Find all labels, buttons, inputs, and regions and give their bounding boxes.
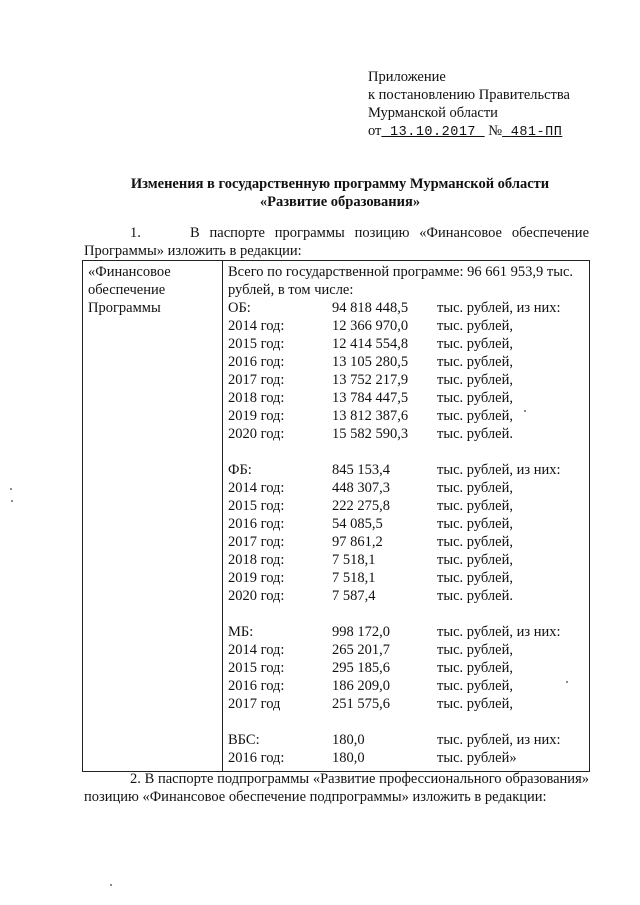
document-title xyxy=(80,175,600,211)
financing-line xyxy=(228,587,585,605)
amount-value: 7 518,1 xyxy=(332,552,376,568)
amount-value: 998 172,0 xyxy=(332,624,390,640)
date-prefix: от xyxy=(368,123,382,139)
scan-speck xyxy=(566,681,568,683)
financing-line xyxy=(228,533,585,551)
period-label: 2014 год: xyxy=(228,318,285,334)
financing-line xyxy=(228,569,585,587)
appendix-line-region: Мурманской области xyxy=(368,105,498,121)
financing-line xyxy=(228,299,585,317)
financing-line xyxy=(228,749,585,767)
scan-speck xyxy=(110,884,112,886)
amount-value: 13 105 280,5 xyxy=(332,354,409,370)
amount-value: 94 818 448,5 xyxy=(332,300,409,316)
period-label: 2015 год: xyxy=(228,498,285,514)
unit-label: тыс. рублей, xyxy=(437,318,513,334)
period-label: 2016 год: xyxy=(228,678,285,694)
financing-values-cell xyxy=(223,261,590,772)
title-line-2: «Развитие образования» xyxy=(259,194,421,210)
paragraph-2 xyxy=(84,770,589,806)
group-spacer xyxy=(228,443,585,461)
period-label: ВБС: xyxy=(228,732,260,748)
financing-line xyxy=(228,659,585,677)
paragraph-2-number: 2. xyxy=(130,771,141,787)
amount-value: 13 784 447,5 xyxy=(332,390,409,406)
amount-value: 12 414 554,8 xyxy=(332,336,409,352)
unit-label: тыс. рублей, из них: xyxy=(437,462,561,478)
paragraph-1 xyxy=(84,224,589,260)
group-spacer xyxy=(228,605,585,623)
unit-label: тыс. рублей, xyxy=(437,354,513,370)
unit-label: тыс. рублей, xyxy=(437,480,513,496)
period-label: 2020 год: xyxy=(228,426,285,442)
financing-line xyxy=(228,497,585,515)
number-prefix: № xyxy=(488,123,503,139)
amount-value: 12 366 970,0 xyxy=(332,318,409,334)
period-label: 2014 год: xyxy=(228,480,285,496)
appendix-line-decree: к постановлению Правительства xyxy=(368,87,570,103)
paragraph-1-text: В паспорте программы позицию «Финансовое обеспечение Программы» изложить в редакции: xyxy=(84,225,590,259)
amount-value: 845 153,4 xyxy=(332,462,390,478)
period-label: 2020 год: xyxy=(228,588,285,604)
financing-line xyxy=(228,389,585,407)
period-label: 2019 год: xyxy=(228,570,285,586)
scan-speck xyxy=(11,500,13,502)
unit-label: тыс. рублей, из них: xyxy=(437,300,561,316)
title-line-1: Изменения в государственную программу Мурманской области xyxy=(130,176,550,192)
unit-label: тыс. рублей, xyxy=(437,696,513,712)
financing-table xyxy=(82,260,590,772)
period-label: 2019 год: xyxy=(228,408,285,424)
unit-label: тыс. рублей, из них: xyxy=(437,732,561,748)
financing-line xyxy=(228,641,585,659)
financing-line xyxy=(228,515,585,533)
financing-total: Всего по государственной программе: 96 661 953,9 тыс. рублей, в том числе: xyxy=(228,264,574,298)
unit-label: тыс. рублей, xyxy=(437,570,513,586)
financing-rows xyxy=(228,299,585,767)
period-label: 2014 год: xyxy=(228,642,285,658)
appendix-title: Приложение xyxy=(368,69,446,85)
period-label: ФБ: xyxy=(228,462,252,478)
amount-value: 265 201,7 xyxy=(332,642,390,658)
financing-line xyxy=(228,461,585,479)
unit-label: тыс. рублей, xyxy=(437,336,513,352)
period-label: 2017 год: xyxy=(228,534,285,550)
period-label: МБ: xyxy=(228,624,254,640)
amount-value: 13 752 217,9 xyxy=(332,372,409,388)
amount-value: 97 861,2 xyxy=(332,534,383,550)
unit-label: тыс. рублей, xyxy=(437,660,513,676)
financing-line xyxy=(228,335,585,353)
amount-value: 180,0 xyxy=(332,750,365,766)
period-label: 2017 год xyxy=(228,696,281,712)
period-label: 2016 год: xyxy=(228,516,285,532)
unit-label: тыс. рублей» xyxy=(437,750,517,766)
financing-line xyxy=(228,353,585,371)
financing-label: «Финансовое обеспечение Программы xyxy=(88,264,171,316)
period-label: 2018 год: xyxy=(228,552,285,568)
amount-value: 222 275,8 xyxy=(332,498,390,514)
period-label: 2015 год: xyxy=(228,336,285,352)
unit-label: тыс. рублей, xyxy=(437,678,513,694)
financing-line xyxy=(228,479,585,497)
scan-speck xyxy=(10,488,12,490)
period-label: 2016 год: xyxy=(228,354,285,370)
group-spacer xyxy=(228,713,585,731)
financing-line xyxy=(228,407,585,425)
financing-line xyxy=(228,677,585,695)
amount-value: 180,0 xyxy=(332,732,365,748)
amount-value: 448 307,3 xyxy=(332,480,390,496)
period-label: 2017 год: xyxy=(228,372,285,388)
period-label: ОБ: xyxy=(228,300,251,316)
paragraph-1-number: 1. xyxy=(130,225,141,241)
amount-value: 13 812 387,6 xyxy=(332,408,409,424)
financing-line xyxy=(228,695,585,713)
amount-value: 186 209,0 xyxy=(332,678,390,694)
unit-label: тыс. рублей, xyxy=(437,534,513,550)
unit-label: тыс. рублей, xyxy=(437,390,513,406)
appendix-date-line xyxy=(368,122,570,142)
unit-label: тыс. рублей, xyxy=(437,552,513,568)
amount-value: 7 518,1 xyxy=(332,570,376,586)
unit-label: тыс. рублей, из них: xyxy=(437,624,561,640)
unit-label: тыс. рублей, xyxy=(437,516,513,532)
financing-line xyxy=(228,371,585,389)
unit-label: тыс. рублей, xyxy=(437,498,513,514)
amount-value: 295 185,6 xyxy=(332,660,390,676)
amount-value: 7 587,4 xyxy=(332,588,376,604)
financing-line xyxy=(228,425,585,443)
scan-speck xyxy=(524,410,526,412)
amount-value: 54 085,5 xyxy=(332,516,383,532)
financing-line xyxy=(228,317,585,335)
unit-label: тыс. рублей. xyxy=(437,588,513,604)
financing-line xyxy=(228,731,585,749)
period-label: 2015 год: xyxy=(228,660,285,676)
period-label: 2016 год: xyxy=(228,750,285,766)
appendix-block xyxy=(368,68,570,142)
amount-value: 251 575,6 xyxy=(332,696,390,712)
financing-line xyxy=(228,551,585,569)
unit-label: тыс. рублей, xyxy=(437,372,513,388)
paragraph-2-text: В паспорте подпрограммы «Развитие профессионального образования» позицию «Финансовое обеспечение подпрограммы» изложить в редакции: xyxy=(84,771,589,805)
period-label: 2018 год: xyxy=(228,390,285,406)
financing-label-cell xyxy=(83,261,223,772)
unit-label: тыс. рублей, xyxy=(437,642,513,658)
unit-label: тыс. рублей, xyxy=(437,408,513,424)
amount-value: 15 582 590,3 xyxy=(332,426,409,442)
decree-number: 481-ПП xyxy=(510,125,563,140)
financing-line xyxy=(228,623,585,641)
financing-row xyxy=(83,261,590,772)
decree-date: 13.10.2017 xyxy=(390,125,477,140)
unit-label: тыс. рублей. xyxy=(437,426,513,442)
